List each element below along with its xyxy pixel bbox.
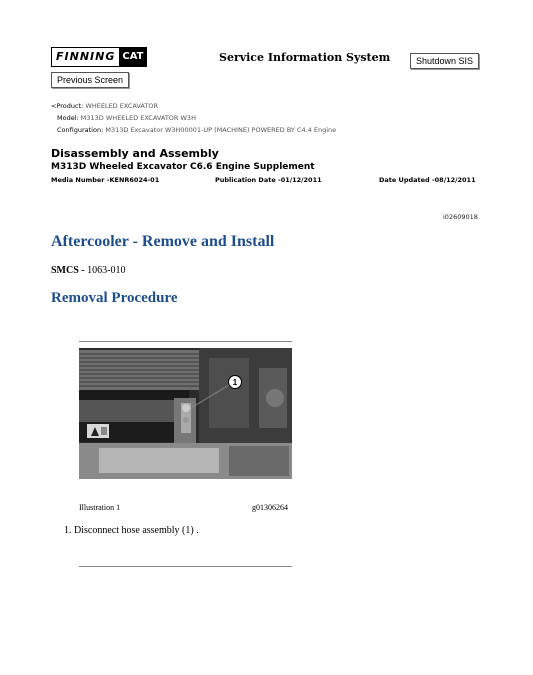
previous-screen-button[interactable]: Previous Screen xyxy=(51,72,129,88)
logo-finning-text: FINNING xyxy=(52,48,119,66)
date-updated: Date Updated -08/12/2011 xyxy=(379,176,476,184)
configuration-label: Configuration: xyxy=(57,126,104,134)
finning-cat-logo xyxy=(51,47,147,67)
document-id: i02609018 xyxy=(443,213,478,221)
publication-date: Publication Date -01/12/2011 xyxy=(215,176,322,184)
step-1: 1. Disconnect hose assembly (1) . xyxy=(64,525,199,536)
product-label: <Product: xyxy=(51,102,84,110)
callout-number: 1 xyxy=(232,378,238,387)
document-subtitle: M313D Wheeled Excavator C6.6 Engine Supplement xyxy=(51,162,315,172)
logo-cat-text: CAT xyxy=(119,48,146,66)
divider-top xyxy=(79,341,292,342)
product-line xyxy=(51,102,158,110)
shutdown-sis-button[interactable]: Shutdown SIS xyxy=(410,53,479,69)
model-label: Model: xyxy=(57,114,79,122)
model-value: M313D WHEELED EXCAVATOR W3H xyxy=(80,114,196,122)
illustration-photo xyxy=(79,348,292,479)
procedure-heading: Removal Procedure xyxy=(51,290,178,306)
smcs-value: 1063-010 xyxy=(87,265,126,276)
section-heading: Disassembly and Assembly xyxy=(51,147,219,160)
product-value: WHEELED EXCAVATOR xyxy=(85,102,158,110)
model-line xyxy=(57,114,196,122)
smcs-code xyxy=(51,265,125,276)
smcs-label: SMCS - xyxy=(51,265,88,276)
article-title: Aftercooler - Remove and Install xyxy=(51,233,275,250)
divider-bottom xyxy=(79,566,292,567)
page-title: Service Information System xyxy=(219,51,391,64)
configuration-value: M313D Excavator W3H00001-UP (MACHINE) POWERED BY C4.4 Engine xyxy=(105,126,337,134)
illustration-label: Illustration 1 xyxy=(79,503,121,512)
illustration-id: g01306264 xyxy=(252,503,288,512)
configuration-line xyxy=(57,126,336,134)
media-number: Media Number -KENR6024-01 xyxy=(51,176,160,184)
